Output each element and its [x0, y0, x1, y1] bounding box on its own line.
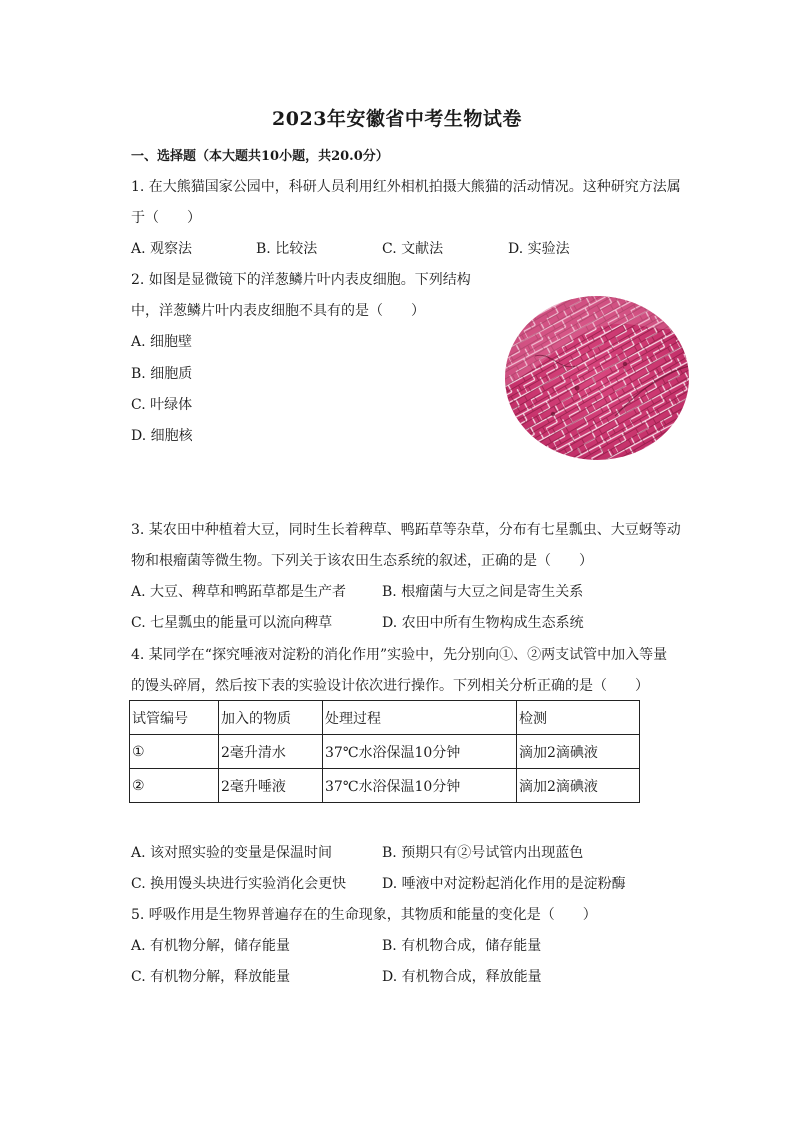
q2-stem-line2: 中，洋葱鳞片叶内表皮细胞不具有的是（ ）	[131, 303, 425, 319]
table-cell: 滴加2滴碘液	[517, 735, 640, 769]
q2-option-c: C. 叶绿体	[131, 397, 193, 413]
q1-option-d: D. 实验法	[508, 241, 570, 257]
table-cell: ①	[130, 735, 219, 769]
q3-option-b: B. 根瘤菌与大豆之间是寄生关系	[382, 584, 584, 600]
q5-option-d: D. 有机物合成，释放能量	[382, 969, 542, 985]
table-cell: 2毫升清水	[219, 735, 323, 769]
table-cell: ②	[130, 769, 219, 803]
table-row	[130, 735, 640, 769]
q2-option-b: B. 细胞质	[131, 366, 193, 382]
q1-option-c: C. 文献法	[382, 241, 444, 257]
q1-option-b: B. 比较法	[256, 241, 318, 257]
q4-option-a: A. 该对照实验的变量是保温时间	[131, 845, 333, 861]
q5-option-b: B. 有机物合成，储存能量	[382, 938, 542, 954]
q2-option-d: D. 细胞核	[131, 428, 193, 444]
q4-option-d: D. 唾液中对淀粉起消化作用的是淀粉酶	[382, 876, 626, 892]
q5-option-c: C. 有机物分解，释放能量	[131, 969, 291, 985]
q1-option-a: A. 观察法	[131, 241, 193, 257]
table-cell: 37℃水浴保温10分钟	[323, 769, 517, 803]
q5-option-a: A. 有机物分解，储存能量	[131, 938, 291, 954]
table-header-row	[130, 701, 640, 735]
table-header-cell: 检测	[517, 701, 640, 735]
table-cell: 滴加2滴碘液	[517, 769, 640, 803]
table-cell: 37℃水浴保温10分钟	[323, 735, 517, 769]
exam-title: 2023年安徽省中考生物试卷	[272, 108, 522, 130]
q4-option-c: C. 换用馒头块进行实验消化会更快	[131, 876, 347, 892]
q2-stem-line1: 2. 如图是显微镜下的洋葱鳞片叶内表皮细胞。下列结构	[131, 272, 471, 288]
q2-option-a: A. 细胞壁	[131, 334, 193, 350]
table-header-cell: 处理过程	[323, 701, 517, 735]
q1-stem-line1: 1. 在大熊猫国家公园中，科研人员利用红外相机拍摄大熊猫的活动情况。这种研究方法属	[131, 179, 681, 195]
section-heading: 一、选择题（本大题共10小题，共20.0分）	[131, 149, 389, 164]
table-header-cell: 加入的物质	[219, 701, 323, 735]
experiment-table	[129, 700, 640, 803]
q1-stem-line2: 于（ ）	[131, 210, 201, 226]
table-cell: 2毫升唾液	[219, 769, 323, 803]
q3-stem-line2: 物和根瘤菌等微生物。下列关于该农田生态系统的叙述，正确的是（ ）	[131, 553, 593, 569]
q3-option-d: D. 农田中所有生物构成生态系统	[382, 615, 584, 631]
table-row	[130, 769, 640, 803]
q4-option-b: B. 预期只有②号试管内出现蓝色	[382, 845, 584, 861]
q4-stem-line1: 4. 某同学在“探究唾液对淀粉的消化作用”实验中，先分别向①、②两支试管中加入等量	[131, 647, 668, 663]
q3-stem-line1: 3. 某农田中种植着大豆，同时生长着稗草、鸭跖草等杂草，分布有七星瓢虫、大豆蚜等动	[131, 522, 681, 538]
table-header-cell: 试管编号	[130, 701, 219, 735]
q4-stem-line2: 的馒头碎屑，然后按下表的实验设计依次进行操作。下列相关分析正确的是（ ）	[131, 678, 649, 694]
onion-epidermis-micrograph	[505, 296, 689, 460]
q3-option-a: A. 大豆、稗草和鸭跖草都是生产者	[131, 584, 347, 600]
q5-stem-line1: 5. 呼吸作用是生物界普遍存在的生命现象，其物质和能量的变化是（ ）	[131, 907, 597, 923]
q3-option-c: C. 七星瓢虫的能量可以流向稗草	[131, 615, 333, 631]
